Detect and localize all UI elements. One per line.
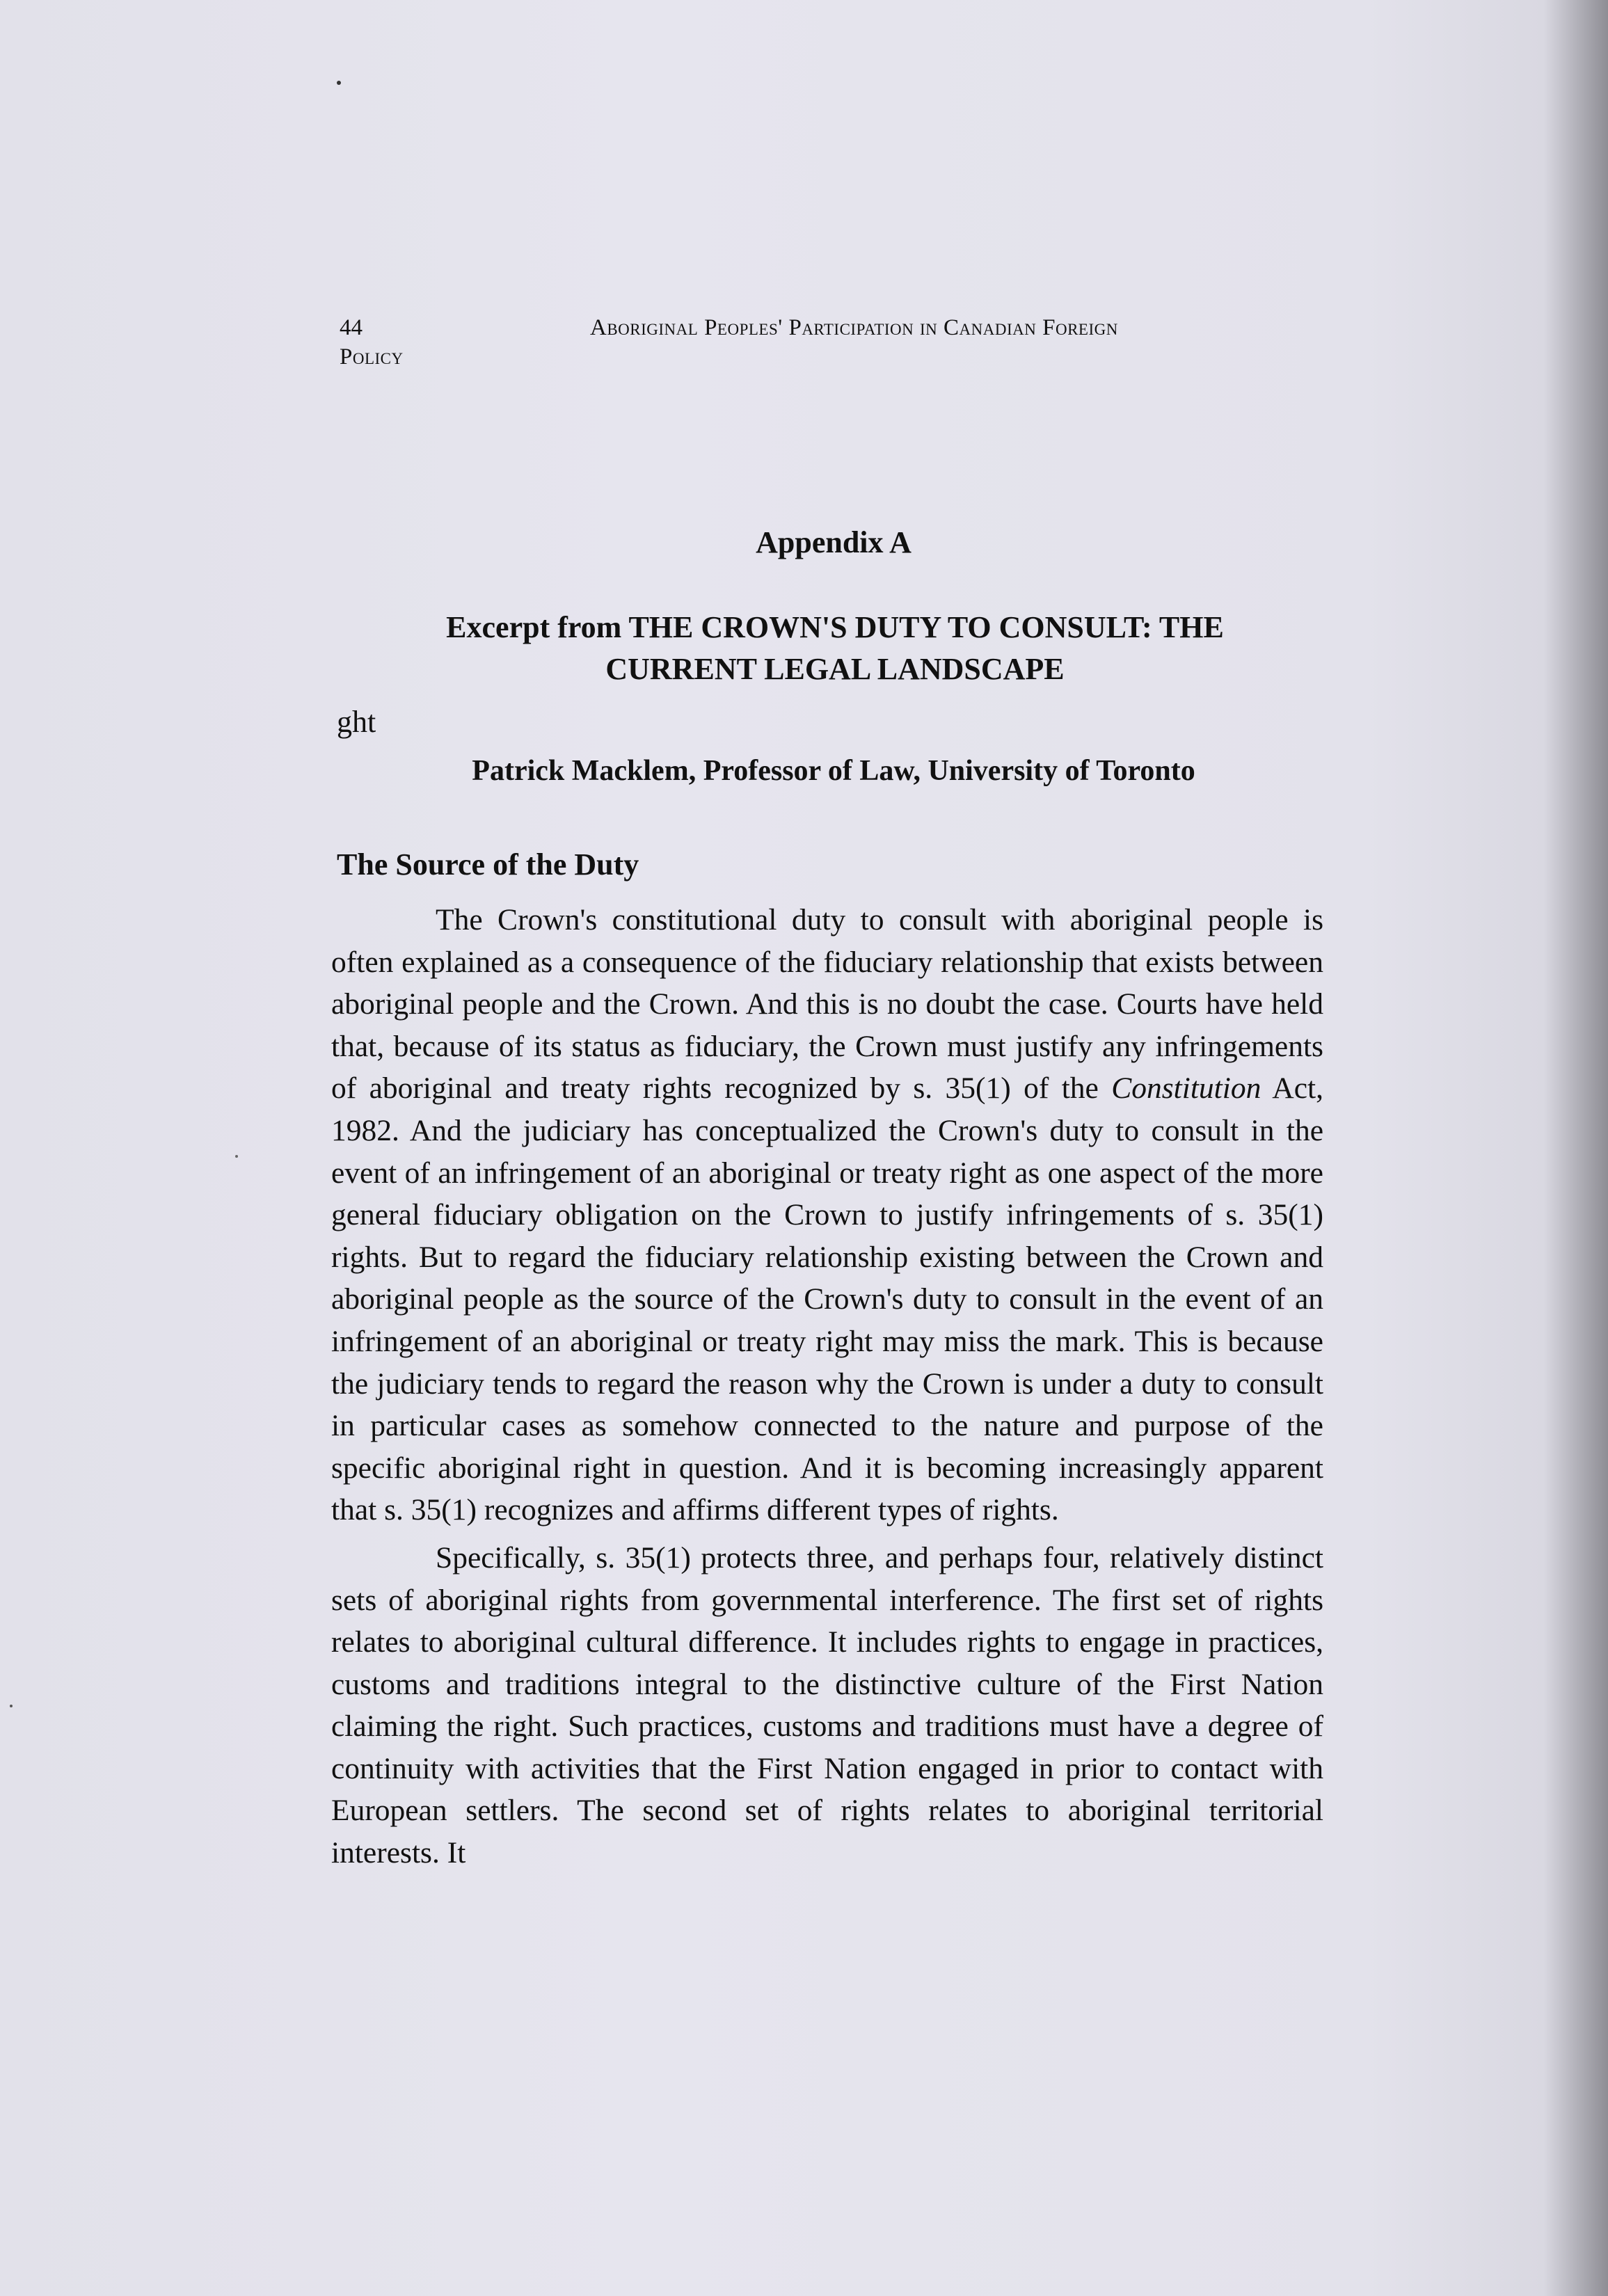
running-title: Aboriginal Peoples' Participation in Canadian Foreign [590,315,1118,340]
paragraph-1 [331,899,1323,1531]
stray-text: ght [337,705,376,739]
appendix-label: Appendix A [756,525,912,559]
excerpt-title: Excerpt from THE CROWN'S DUTY TO CONSULT: THE CURRENT LEGAL LANDSCAPE [446,610,1224,686]
section-heading: The Source of the Duty [337,847,639,882]
author-line: Patrick Macklem, Professor of Law, University of Toronto [472,755,1195,787]
page-number: 44 [340,315,363,340]
paragraph-1-part-a: The Crown's constitutional duty to consult with aboriginal people is often explained as a consequence of the fiduciary relationship that exists between aboriginal people and the Crown. And this is no doubt the case. Courts have held that, because of its status as fiduciary, the Crown must justify any infringements of aboriginal and treaty rights recognized by s. 35(1) of the [331,903,1323,1106]
speck-mark [337,81,341,85]
paragraph-1-part-b: Act, 1982. And the judiciary has conceptualized the Crown's duty to consult in the event of an infringement of an aboriginal or treaty right as one aspect of the more general fiduciary obligation on the Crown to justify infringements of s. 35(1) rights. But to regard the fiduciary relationship existing between the Crown and aboriginal people as the source of the Crown's duty to consult in the event of an infringement of an aboriginal or treaty right may miss the mark. This is because the judiciary tends to regard the reason why the Crown is under a duty to consult in particular cases as somehow connected to the nature and purpose of the specific aboriginal right in question. And it is becoming increasingly apparent that s. 35(1) recognizes and affirms different types of rights. [331,1071,1323,1527]
running-title-continued: Policy [340,344,404,369]
speck-mark [10,1705,13,1707]
body-text [331,899,1323,1880]
paragraph-2: Specifically, s. 35(1) protects three, and perhaps four, relatively distinct sets of aboriginal rights from governmental interference. The first set of rights relates to aboriginal cultural difference. It includes rights to engage in practices, customs and traditions integral to the distinctive culture of the First Nation claiming the right. Such practices, customs and traditions must have a degree of continuity with activities that the First Nation engaged in prior to contact with European settlers. The second set of rights relates to aboriginal territorial interests. It [331,1540,1323,1870]
paragraph-1-italic: Constitution [1111,1071,1261,1106]
speck-mark [235,1155,238,1158]
